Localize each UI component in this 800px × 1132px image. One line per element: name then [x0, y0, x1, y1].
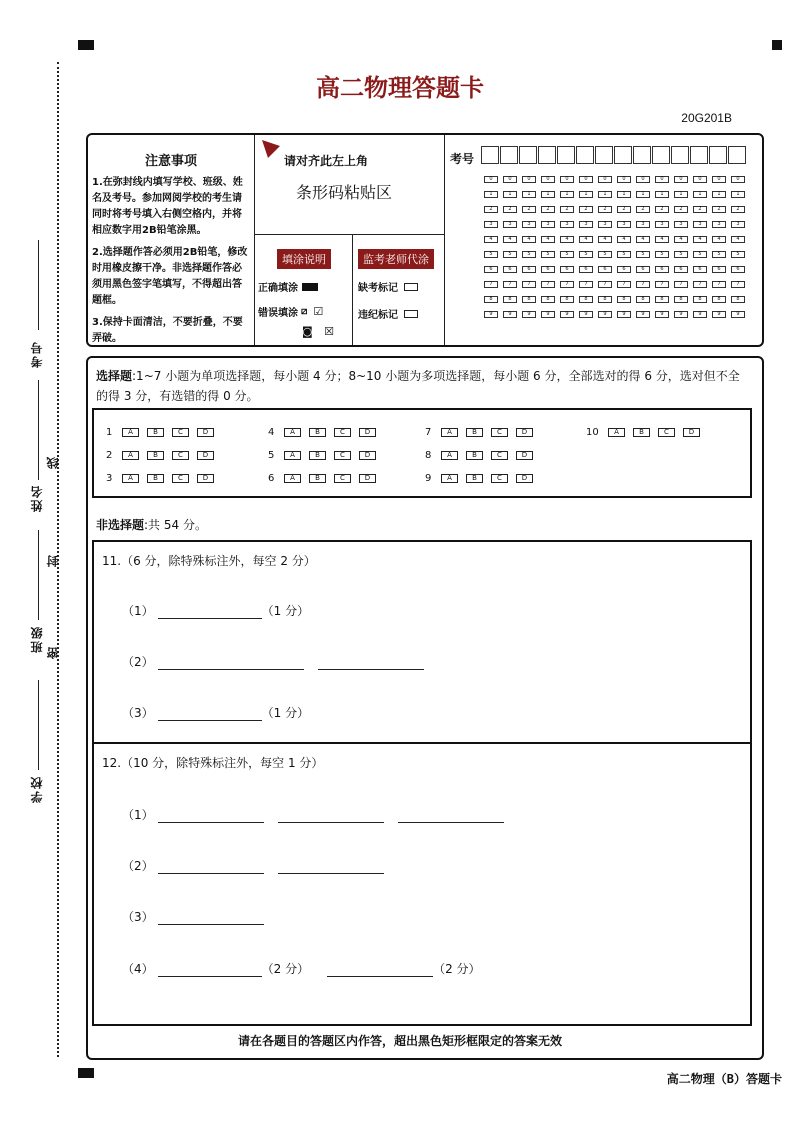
exam-number-bubble[interactable]: 7 [674, 281, 688, 288]
corner-arrow-icon [262, 140, 282, 160]
exam-number-bubble[interactable]: 7 [598, 281, 612, 288]
exam-number-bubble[interactable]: 5 [636, 251, 650, 258]
exam-number-bubble[interactable]: 4 [522, 236, 536, 243]
exam-number-bubble[interactable]: 4 [693, 236, 707, 243]
proctor-label: 监考老师代涂 [358, 249, 434, 269]
exam-number-bubble[interactable]: 2 [617, 206, 631, 213]
q11-p1-blank[interactable] [158, 605, 262, 619]
footer-note: 请在各题目的答题区内作答，超出黑色矩形框限定的答案无效 [237, 1034, 562, 1048]
exam-number-bubble[interactable]: 9 [655, 311, 669, 318]
exam-number-bubble[interactable]: 0 [731, 176, 745, 183]
q12-p4-blank-1[interactable] [158, 963, 262, 977]
banji-label: 班级 [30, 625, 44, 653]
q11-p2-blank-1[interactable] [158, 656, 304, 670]
exam-number-bubble[interactable]: 7 [655, 281, 669, 288]
barcode-align-hint: 请对齐此左上角 [284, 154, 369, 168]
exam-number-bubble[interactable]: 9 [560, 311, 574, 318]
exam-number-bubble[interactable]: 7 [503, 281, 517, 288]
q12-part3 [122, 908, 264, 925]
exam-number-bubble[interactable]: 9 [503, 311, 517, 318]
exam-number-bubble[interactable]: 8 [655, 296, 669, 303]
notice-item-1: 1.在弥封线内填写学校、班级、姓名及考号。参加网阅学校的考生请同时将考号填入右侧空格内，并将相应数字用2B铅笔涂黑。 [92, 177, 243, 236]
exam-number-bubble[interactable]: 8 [636, 296, 650, 303]
exam-number-bubble[interactable]: 9 [674, 311, 688, 318]
choice-question-number: 3 [106, 473, 113, 484]
info-divider-2 [444, 135, 445, 345]
exam-number-bubble[interactable]: 5 [617, 251, 631, 258]
kaohao-label: 考号 [30, 340, 44, 368]
q11-p3-blank[interactable] [158, 707, 262, 721]
choice-option-bubble[interactable]: A [284, 474, 301, 483]
exam-number-bubble[interactable]: 8 [693, 296, 707, 303]
exam-number-bubble[interactable]: 6 [541, 266, 555, 273]
exam-number-cell[interactable] [481, 146, 499, 164]
exam-number-bubble[interactable]: 3 [503, 221, 517, 228]
exam-number-bubble[interactable]: 2 [693, 206, 707, 213]
exam-number-cell[interactable] [519, 146, 537, 164]
exam-number-bubble[interactable]: 0 [674, 176, 688, 183]
exam-number-bubble[interactable]: 5 [522, 251, 536, 258]
choice-question [106, 427, 222, 438]
exam-number-bubble[interactable]: 0 [712, 176, 726, 183]
choice-option-bubble[interactable]: B [466, 474, 483, 483]
exam-number-bubble[interactable]: 4 [636, 236, 650, 243]
exam-number-bubble[interactable]: 9 [636, 311, 650, 318]
corner-mark-top-right [772, 40, 782, 50]
choice-question [425, 427, 541, 438]
exam-number-bubble[interactable]: 7 [560, 281, 574, 288]
exam-number-bubble[interactable]: 2 [636, 206, 650, 213]
q12-p3-blank[interactable] [158, 911, 264, 925]
exam-number-bubble[interactable]: 1 [655, 191, 669, 198]
exam-number-cell[interactable] [614, 146, 632, 164]
exam-number-bubble[interactable]: 1 [579, 191, 593, 198]
exam-number-bubble[interactable]: 8 [522, 296, 536, 303]
exam-number-bubble[interactable]: 3 [636, 221, 650, 228]
exam-number-bubble[interactable]: 5 [674, 251, 688, 258]
q11-p1-note: （1 分） [261, 604, 310, 618]
footer-paper-name: 高二物理（B）答题卡 [666, 1072, 782, 1086]
choice-option-bubble[interactable]: D [516, 428, 533, 437]
choice-question [268, 473, 384, 484]
feng-label: 封 [46, 553, 60, 567]
exam-number-bubble[interactable]: 2 [655, 206, 669, 213]
choice-option-bubble[interactable]: A [122, 428, 139, 437]
q11-p1-label: （1） [122, 604, 154, 618]
choice-option-bubble[interactable]: D [516, 474, 533, 483]
choice-option-bubble[interactable]: B [147, 474, 164, 483]
choice-question [586, 427, 708, 438]
kaohao-line [38, 240, 39, 330]
q12-p4-note-a: （2 分） [261, 962, 310, 976]
q11-part3 [122, 704, 309, 721]
exam-number-bubble[interactable]: 1 [522, 191, 536, 198]
fill-guide-panel [258, 248, 350, 338]
q11-p2-label: （2） [122, 655, 154, 669]
exam-number-cell[interactable] [538, 146, 556, 164]
exam-number-bubble[interactable]: 0 [522, 176, 536, 183]
page-title: 高二物理答题卡 [316, 73, 484, 102]
exam-number-bubble[interactable]: 6 [560, 266, 574, 273]
exam-number-bubble[interactable]: 7 [579, 281, 593, 288]
exam-number-bubble[interactable]: 8 [731, 296, 745, 303]
exam-number-bubble[interactable]: 7 [522, 281, 536, 288]
notice-panel [92, 150, 250, 347]
mi-label: 密 [46, 645, 60, 659]
xingming-line [38, 380, 39, 480]
exam-number-bubble[interactable]: 4 [484, 236, 498, 243]
choice-option-bubble[interactable]: B [147, 428, 164, 437]
exam-number-bubble[interactable]: 0 [503, 176, 517, 183]
q12-part1 [122, 806, 504, 823]
exam-number-bubble[interactable]: 1 [541, 191, 555, 198]
proctor-panel [358, 248, 442, 321]
exam-number-cell[interactable] [557, 146, 575, 164]
exam-number-bubble[interactable]: 0 [560, 176, 574, 183]
exam-number-bubble[interactable]: 6 [522, 266, 536, 273]
corner-mark-top-left [78, 40, 94, 50]
q12-p4-label: （4） [122, 962, 154, 976]
exam-number-bubble[interactable]: 6 [693, 266, 707, 273]
xuexiao-label: 学校 [30, 775, 44, 803]
exam-number-bubble[interactable]: 2 [522, 206, 536, 213]
choice-option-bubble[interactable]: C [658, 428, 675, 437]
exam-number-bubble[interactable]: 3 [693, 221, 707, 228]
exam-number-bubble[interactable]: 6 [579, 266, 593, 273]
q12-p2-blank-2[interactable] [278, 860, 384, 874]
exam-number-bubble[interactable]: 9 [617, 311, 631, 318]
choice-option-bubble[interactable]: A [122, 451, 139, 460]
choice-option-bubble[interactable]: D [359, 451, 376, 460]
exam-number-bubble[interactable]: 3 [560, 221, 574, 228]
exam-number-bubble[interactable]: 9 [541, 311, 555, 318]
q12-p1-blank-1[interactable] [158, 809, 264, 823]
choice-option-bubble[interactable]: A [441, 428, 458, 437]
choice-option-bubble[interactable]: D [197, 451, 214, 460]
exam-number-bubble[interactable]: 0 [617, 176, 631, 183]
wrong-fill-label: 错误填涂 [258, 308, 298, 319]
exam-number-bubble[interactable]: 9 [693, 311, 707, 318]
q12-p1-blank-2[interactable] [278, 809, 384, 823]
exam-number-bubble[interactable]: 4 [731, 236, 745, 243]
exam-number-bubble[interactable]: 6 [636, 266, 650, 273]
exam-number-bubble[interactable]: 5 [712, 251, 726, 258]
exam-number-bubble[interactable]: 2 [541, 206, 555, 213]
exam-number-bubble[interactable]: 6 [731, 266, 745, 273]
exam-number-cell[interactable] [633, 146, 651, 164]
exam-number-bubble[interactable]: 8 [541, 296, 555, 303]
choice-option-bubble[interactable]: A [284, 451, 301, 460]
exam-number-bubble[interactable]: 7 [731, 281, 745, 288]
exam-number-bubble[interactable]: 4 [598, 236, 612, 243]
exam-number-bubble[interactable]: 8 [560, 296, 574, 303]
exam-number-bubble[interactable]: 7 [712, 281, 726, 288]
q11-part1 [122, 602, 309, 619]
info-divider-1 [254, 135, 255, 345]
choice-option-bubble[interactable]: C [172, 474, 189, 483]
exam-number-bubble[interactable]: 1 [693, 191, 707, 198]
exam-number-bubble[interactable]: 4 [560, 236, 574, 243]
choice-option-bubble[interactable]: B [309, 428, 326, 437]
exam-number-bubble[interactable]: 2 [674, 206, 688, 213]
q11-p3-note: （1 分） [261, 706, 310, 720]
correct-fill-label: 正确填涂 [258, 283, 298, 294]
exam-number-bubble[interactable]: 8 [579, 296, 593, 303]
exam-number-cell[interactable] [671, 146, 689, 164]
choice-question [106, 450, 222, 461]
exam-number-bubble[interactable]: 0 [579, 176, 593, 183]
choice-question-number: 1 [106, 427, 113, 438]
info-divider-3 [352, 235, 353, 345]
exam-number-bubble[interactable]: 6 [617, 266, 631, 273]
violation-label: 违纪标记 [358, 310, 398, 321]
exam-number-bubble[interactable]: 6 [674, 266, 688, 273]
exam-number-bubble[interactable]: 1 [503, 191, 517, 198]
exam-number-bubble[interactable]: 3 [617, 221, 631, 228]
absent-label: 缺考标记 [358, 283, 398, 294]
exam-number-cell[interactable] [728, 146, 746, 164]
xian-label: 线 [46, 455, 60, 469]
exam-number-cell[interactable] [690, 146, 708, 164]
exam-number-bubble[interactable]: 8 [674, 296, 688, 303]
exam-number-bubble[interactable]: 5 [655, 251, 669, 258]
exam-number-cell[interactable] [595, 146, 613, 164]
choice-option-bubble[interactable]: A [122, 474, 139, 483]
exam-number-bubble[interactable]: 0 [693, 176, 707, 183]
exam-number-bubble[interactable]: 1 [598, 191, 612, 198]
exam-number-bubble[interactable]: 6 [712, 266, 726, 273]
choice-option-bubble[interactable]: D [516, 451, 533, 460]
choice-option-bubble[interactable]: D [197, 474, 214, 483]
exam-number-bubble[interactable]: 8 [484, 296, 498, 303]
choice-option-bubble[interactable]: C [491, 428, 508, 437]
exam-number-bubble[interactable]: 3 [655, 221, 669, 228]
exam-number-bubble[interactable]: 2 [712, 206, 726, 213]
non-choice-score: :共 54 分。 [144, 518, 207, 532]
exam-number-bubble[interactable]: 4 [674, 236, 688, 243]
exam-number-bubble[interactable]: 1 [674, 191, 688, 198]
exam-number-bubble[interactable]: 3 [579, 221, 593, 228]
absent-box[interactable] [404, 283, 418, 291]
barcode-bottom-rule [254, 234, 444, 235]
exam-number-bubble[interactable]: 8 [598, 296, 612, 303]
choice-option-bubble[interactable]: C [491, 474, 508, 483]
exam-number-cell[interactable] [576, 146, 594, 164]
choice-option-bubble[interactable]: D [359, 428, 376, 437]
exam-number-bubble[interactable]: 1 [731, 191, 745, 198]
exam-number-bubble[interactable]: 2 [731, 206, 745, 213]
exam-number-bubble[interactable]: 2 [560, 206, 574, 213]
choice-question-number: 6 [268, 473, 275, 484]
choice-question [425, 473, 541, 484]
q11-p2-blank-2[interactable] [318, 656, 424, 670]
exam-number-bubble[interactable]: 7 [541, 281, 555, 288]
exam-number-bubble[interactable]: 5 [541, 251, 555, 258]
banji-line [38, 530, 39, 620]
q11-p3-label: （3） [122, 706, 154, 720]
exam-number-bubble[interactable]: 4 [655, 236, 669, 243]
choice-question [425, 450, 541, 461]
choice-option-bubble[interactable]: C [334, 451, 351, 460]
choice-option-bubble[interactable]: C [172, 428, 189, 437]
exam-number-bubble[interactable]: 6 [655, 266, 669, 273]
correct-fill-sample [302, 283, 318, 291]
choice-instructions [96, 366, 750, 406]
q12-header: 12.（10 分，除特殊标注外，每空 1 分） [102, 756, 324, 770]
exam-number-cell[interactable] [709, 146, 727, 164]
q12-part4 [122, 960, 481, 977]
choice-option-bubble[interactable]: C [491, 451, 508, 460]
choice-option-bubble[interactable]: D [197, 428, 214, 437]
exam-number-bubble[interactable]: 7 [693, 281, 707, 288]
notice-item-2: 2.选择题作答必须用2B铅笔，修改时用橡皮擦干净。非选择题作答必须用黑色签字笔填写，不得超出答题框。 [92, 247, 248, 306]
exam-number-bubble[interactable]: 4 [712, 236, 726, 243]
choice-heading: 选择题 [96, 369, 133, 383]
xuexiao-line [38, 680, 39, 770]
exam-number-bubble[interactable]: 3 [712, 221, 726, 228]
q12-p1-label: （1） [122, 808, 154, 822]
choice-option-bubble[interactable]: B [309, 451, 326, 460]
choice-option-bubble[interactable]: A [608, 428, 625, 437]
exam-number-bubble[interactable]: 2 [484, 206, 498, 213]
exam-number-bubble[interactable]: 7 [617, 281, 631, 288]
q12-p4-note-b: （2 分） [433, 962, 481, 976]
choice-option-bubble[interactable]: C [172, 451, 189, 460]
choice-question-number: 10 [586, 427, 599, 438]
exam-number-bubble[interactable]: 9 [712, 311, 726, 318]
xingming-label: 姓名 [30, 484, 44, 512]
choice-option-bubble[interactable]: B [147, 451, 164, 460]
q12-box [92, 742, 752, 1026]
exam-number-bubble[interactable]: 5 [484, 251, 498, 258]
exam-number-bubble[interactable]: 9 [484, 311, 498, 318]
exam-number-bubble[interactable]: 6 [598, 266, 612, 273]
exam-number-bubble[interactable]: 4 [503, 236, 517, 243]
choice-option-bubble[interactable]: C [334, 474, 351, 483]
check-mark-icon: ☑ [313, 305, 324, 318]
exam-number-bubble[interactable]: 5 [693, 251, 707, 258]
exam-number-bubble[interactable]: 6 [484, 266, 498, 273]
exam-number-bubble[interactable]: 0 [598, 176, 612, 183]
exam-number-bubble[interactable]: 1 [636, 191, 650, 198]
exam-number-bubble[interactable]: 4 [579, 236, 593, 243]
exam-number-bubble[interactable]: 0 [655, 176, 669, 183]
notice-title: 注意事项 [144, 154, 197, 169]
exam-number-bubble[interactable]: 5 [731, 251, 745, 258]
exam-number-bubble[interactable]: 9 [522, 311, 536, 318]
exam-number-bubble[interactable]: 3 [674, 221, 688, 228]
q12-p3-label: （3） [122, 910, 154, 924]
q12-p2-label: （2） [122, 859, 154, 873]
exam-number-bubble[interactable]: 5 [503, 251, 517, 258]
exam-number-bubble[interactable]: 8 [503, 296, 517, 303]
choice-question-number: 9 [425, 473, 432, 484]
fill-guide-label: 填涂说明 [277, 249, 331, 269]
choice-question-number: 7 [425, 427, 432, 438]
non-choice-heading: 非选择题 [96, 518, 145, 532]
q11-header: 11.（6 分，除特殊标注外，每空 2 分） [102, 554, 316, 568]
exam-number-bubble[interactable]: 3 [522, 221, 536, 228]
notice-item-3: 3.保持卡面清洁，不要折叠，不要弄破。 [92, 317, 243, 344]
choice-option-bubble[interactable]: A [441, 451, 458, 460]
exam-number-bubble[interactable]: 0 [484, 176, 498, 183]
exam-number-bubble[interactable]: 4 [541, 236, 555, 243]
exam-number-bubble[interactable]: 2 [598, 206, 612, 213]
choice-question [268, 450, 384, 461]
choice-question-number: 4 [268, 427, 275, 438]
choice-option-bubble[interactable]: B [309, 474, 326, 483]
choice-option-bubble[interactable]: A [441, 474, 458, 483]
q12-p2-blank-1[interactable] [158, 860, 264, 874]
exam-number-bubble[interactable]: 7 [484, 281, 498, 288]
exam-number-bubble[interactable]: 0 [541, 176, 555, 183]
exam-number-bubble[interactable]: 3 [484, 221, 498, 228]
choice-option-bubble[interactable]: D [359, 474, 376, 483]
choice-question [268, 427, 384, 438]
exam-number-bubble[interactable]: 1 [712, 191, 726, 198]
choice-option-bubble[interactable]: A [284, 428, 301, 437]
exam-number-bubble[interactable]: 1 [560, 191, 574, 198]
exam-number-bubble[interactable]: 9 [598, 311, 612, 318]
exam-number-bubble[interactable]: 3 [731, 221, 745, 228]
exam-number-bubble[interactable]: 1 [617, 191, 631, 198]
choice-option-bubble[interactable]: C [334, 428, 351, 437]
choice-question-number: 2 [106, 450, 113, 461]
choice-option-bubble[interactable]: B [466, 428, 483, 437]
circle-mark-icon: ◙ [302, 325, 313, 338]
exam-number-bubble[interactable]: 3 [598, 221, 612, 228]
exam-number-label: 考号 [450, 152, 475, 166]
exam-number-bubble[interactable]: 5 [598, 251, 612, 258]
exam-number-bubble[interactable]: 6 [503, 266, 517, 273]
choice-option-bubble[interactable]: B [466, 451, 483, 460]
exam-number-bubble[interactable]: 4 [617, 236, 631, 243]
exam-number-bubble[interactable]: 0 [636, 176, 650, 183]
q12-p4-blank-2[interactable] [327, 963, 433, 977]
exam-number-bubble[interactable]: 3 [541, 221, 555, 228]
paper-code: 20G201B [681, 111, 732, 125]
choice-rules: :1~7 小题为单项选择题，每小题 4 分；8~10 小题为多项选择题，每小题 6 分，全部选对的得 6 分，选对但不全的得 3 分，有选错的得 0 分。 [96, 369, 740, 403]
exam-number-bubble[interactable]: 2 [503, 206, 517, 213]
choice-option-bubble[interactable]: B [633, 428, 650, 437]
choice-question [106, 473, 222, 484]
q11-part2 [122, 653, 424, 670]
exam-number-bubble[interactable]: 8 [617, 296, 631, 303]
exam-number-cell[interactable] [652, 146, 670, 164]
exam-number-bubble[interactable]: 7 [636, 281, 650, 288]
choice-option-bubble[interactable]: D [683, 428, 700, 437]
exam-number-bubble[interactable]: 9 [731, 311, 745, 318]
choice-question-number: 8 [425, 450, 432, 461]
choice-question-number: 5 [268, 450, 275, 461]
corner-mark-bottom-left [78, 1068, 94, 1078]
exam-number-bubble[interactable]: 2 [579, 206, 593, 213]
slash-mark-icon: ⧄ [301, 306, 308, 317]
q12-p1-blank-3[interactable] [398, 809, 504, 823]
exam-number-bubble[interactable]: 1 [484, 191, 498, 198]
cross-mark-icon: ☒ [324, 325, 335, 338]
violation-box[interactable] [404, 310, 418, 318]
non-choice-title [96, 516, 207, 533]
exam-number-bubble[interactable]: 5 [560, 251, 574, 258]
exam-number-bubble[interactable]: 8 [712, 296, 726, 303]
exam-number-bubble[interactable]: 5 [579, 251, 593, 258]
exam-number-cell[interactable] [500, 146, 518, 164]
q12-part2 [122, 857, 384, 874]
barcode-label: 条形码粘贴区 [296, 183, 393, 202]
exam-number-bubble[interactable]: 9 [579, 311, 593, 318]
